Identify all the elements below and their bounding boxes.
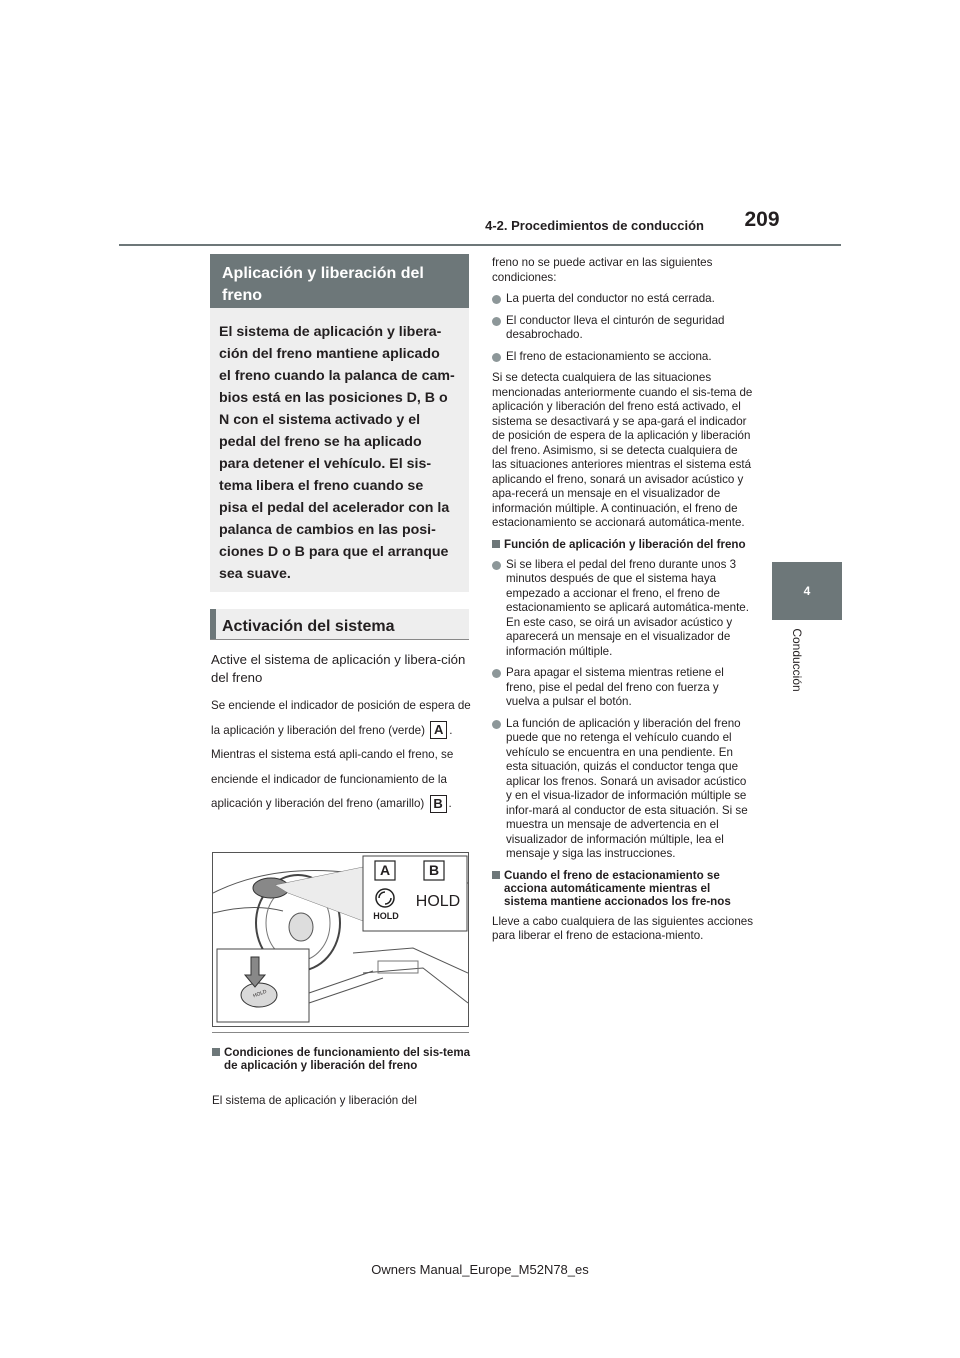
- bullet-item: La puerta del conductor no está cerrada.: [492, 292, 754, 307]
- note-head-parking-brake: Cuando el freno de estacionamiento se acciona automáticamente mientras el sistema mantiene accionados los fre-nos: [492, 869, 754, 908]
- bullet-item: El freno de estacionamiento se acciona.: [492, 350, 754, 365]
- intro-line: El sistema de aplicación y libera-: [219, 324, 442, 340]
- chapter-label: Conducción: [790, 628, 804, 692]
- chapter-number: 4: [803, 584, 811, 598]
- note-head-conditions: Condiciones de funcionamiento del sis-tema de aplicación y liberación del freno: [212, 1046, 484, 1072]
- illustration-rule: [212, 1032, 469, 1033]
- intro-box: [210, 308, 469, 592]
- intro-line: pisa el pedal del acelerador con la: [219, 500, 450, 516]
- bullet-item: El conductor lleva el cinturón de seguridad desabrochado.: [492, 314, 754, 343]
- paragraph: Lleve a cabo cualquiera de las siguientes acciones para liberar el freno de estaciona-miento.: [492, 914, 754, 942]
- intro-line: ción del freno mantiene aplicado: [219, 346, 440, 362]
- step-desc-text: .: [448, 797, 452, 810]
- bullet-item: Para apagar el sistema mientras retiene el freno, pise el pedal del freno con fuerza y vuelva a pulsar el botón.: [492, 666, 754, 710]
- intro-line: pedal del freno se ha aplicado: [219, 434, 422, 450]
- intro-line: ciones D o B para que el arranque: [219, 544, 449, 560]
- step-desc-text: Se enciende el indicador de posición de espera de la aplicación y liberación del freno (verde): [211, 699, 471, 737]
- page-number: 209: [744, 208, 780, 231]
- intro-line: tema libera el freno cuando se: [219, 478, 424, 494]
- callout-label-a: A: [379, 862, 391, 878]
- step-description: [211, 694, 473, 817]
- note-head-function: Función de aplicación y liberación del freno: [492, 538, 754, 551]
- hold-indicator-text: HOLD: [415, 893, 461, 910]
- header-rule: [119, 244, 841, 246]
- step-desc-text: . Mientras el sistema está apli-cando el freno, se enciende el indicador de funcionamiento de la aplicación y liberación del freno (amarillo): [211, 723, 454, 810]
- callout-label-b: B: [428, 862, 440, 878]
- footer-document-id: Owners Manual_Europe_M52N78_es: [371, 1262, 589, 1277]
- intro-line: para detener el vehículo. El sis-: [219, 456, 432, 472]
- heading-activacion-sistema: Activación del sistema: [210, 609, 469, 640]
- paragraph: freno no se puede activar en las siguientes condiciones:: [492, 256, 713, 284]
- intro-line: sea suave.: [219, 566, 291, 582]
- chapter-tab: [772, 562, 842, 620]
- step-instruction: Active el sistema de aplicación y libera-ción del freno: [211, 652, 466, 685]
- intro-line: N con el sistema activado y el: [219, 412, 421, 428]
- right-column: [492, 256, 754, 951]
- note-text: El sistema de aplicación y liberación del: [212, 1094, 417, 1107]
- hold-button-text: HOLD: [252, 988, 268, 1000]
- key-b-label: B: [430, 795, 447, 813]
- hold-indicator-icon-text: HOLD: [373, 911, 399, 921]
- dashboard-illustration: [212, 852, 469, 1027]
- heading-aplicacion-liberacion: Aplicación y liberación del freno: [210, 254, 469, 308]
- paragraph: Si se detecta cualquiera de las situaciones mencionadas anteriormente cuando el sis-tema de aplicación y liberación del freno está activado, el sistema se desactivará y se apa-gará el indicador de posición de espera de la aplicación y liberación del freno. Asimismo, si se detecta cualquiera de las situaciones anteriores mientras el sistema está aplicando el freno, sonará un avisador acústico y apa-recerá un mensaje en el visualizador de información múltiple. A continuación, el freno de estacionamiento se accionará automática-mente.: [492, 371, 753, 529]
- intro-line: el freno cuando la palanca de cam-: [219, 368, 455, 384]
- bullet-item: Si se libera el pedal del freno durante unos 3 minutos después de que el sistema haya empezado a accionar el freno, el freno de estacionamiento se aplicará automática-mente. En este caso, se oirá un avisador acústico y aparecerá un mensaje en el visualizador de información múltiple.: [492, 558, 754, 660]
- section-title: 4-2. Procedimientos de conducción: [485, 218, 704, 233]
- intro-line: bios está en las posiciones D, B o: [219, 390, 448, 406]
- intro-line: palanca de cambios en las posi-: [219, 522, 436, 538]
- key-a-label: A: [430, 721, 447, 739]
- bullet-item: La función de aplicación y liberación del freno puede que no retenga el vehículo cuando el vehículo se encuentra en una pendiente. En esta situación, quizás el conductor tenga que aplicar los frenos. Sonará un avisador acústico y en el visua-lizador de información múltiple se infor-mará al conductor de esta situación. Si se muestra un mensaje de advertencia en el visualizador de información múltiple, lea el mensaje y siga las instrucciones.: [492, 717, 754, 862]
